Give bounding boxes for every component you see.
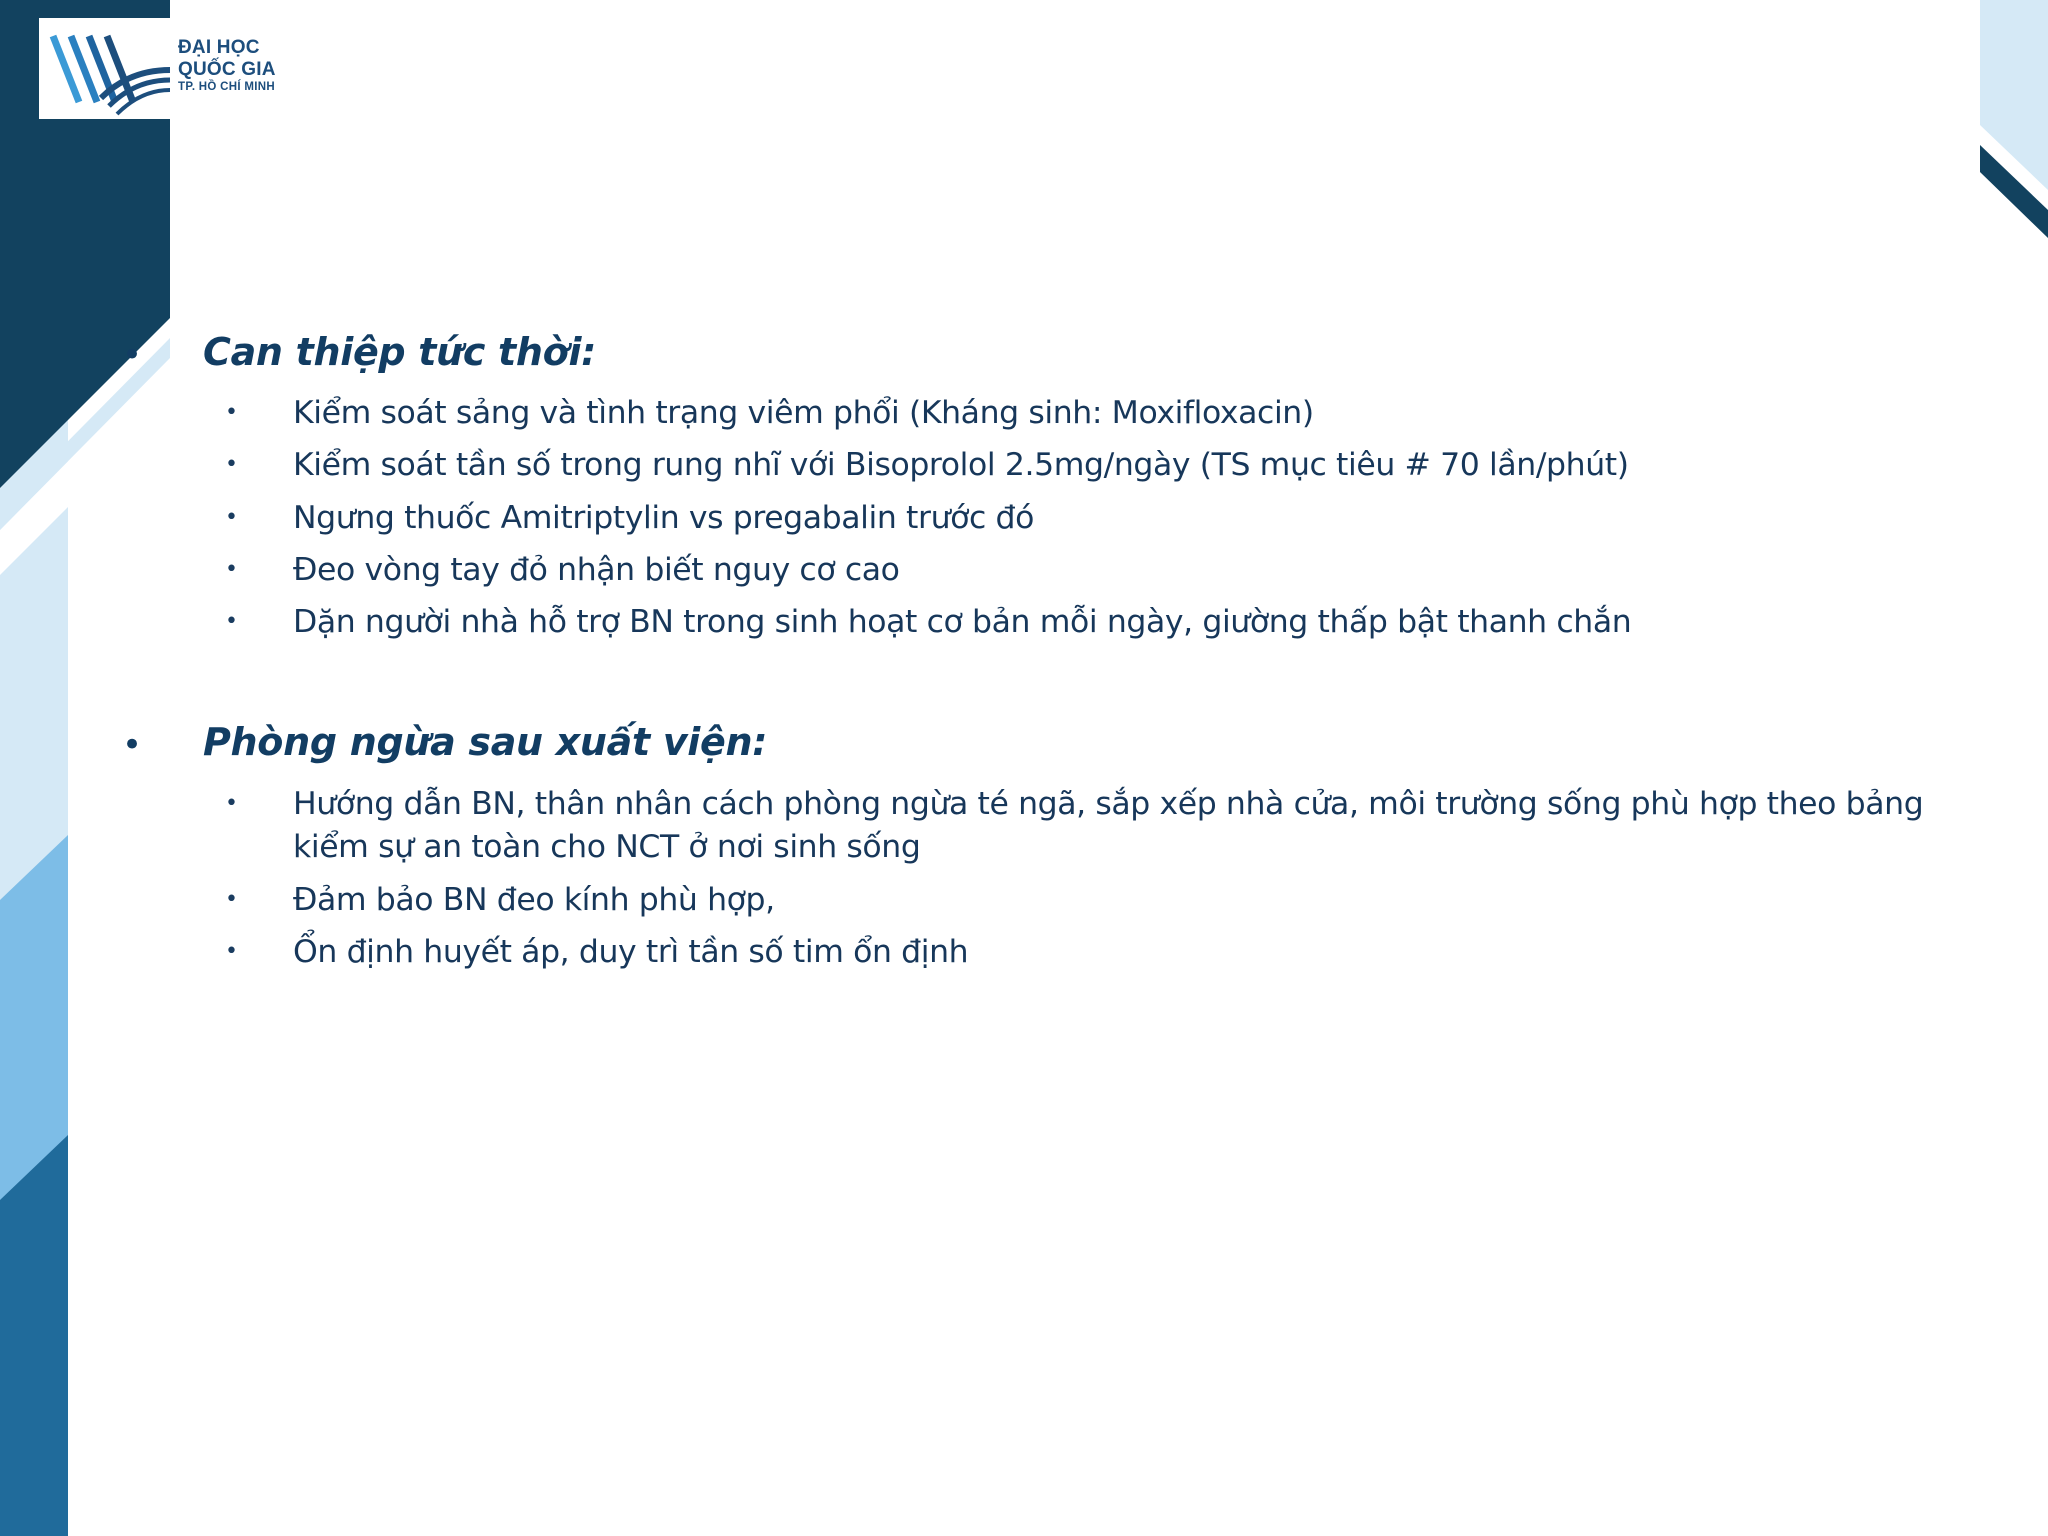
section-bullet: • (122, 725, 143, 765)
section-heading-post-discharge-prevention: Phòng ngừa sau xuất viện: (203, 720, 768, 764)
list-item-text: Ổn định huyết áp, duy trì tần số tim ổn định (293, 934, 969, 970)
item-bullet: • (225, 400, 238, 425)
list-item-text: Hướng dẫn BN, thân nhân cách phòng ngừa té ngã, sắp xếp nhà cửa, môi trường sống phù hợp theo bảng kiểm sự an toàn cho NCT ở nơi sinh sống (293, 786, 1924, 865)
list-item-text: Dặn người nhà hỗ trợ BN trong sinh hoạt cơ bản mỗi ngày, giường thấp bật thanh chắn (293, 604, 1632, 640)
logo-line-3: TP. HỒ CHÍ MINH (178, 81, 275, 93)
item-bullet: • (225, 887, 238, 912)
list-item-text: Kiểm soát tần số trong rung nhĩ với Bisoprolol 2.5mg/ngày (TS mục tiêu # 70 lần/phút) (293, 447, 1629, 483)
item-bullet: • (225, 609, 238, 634)
list-item-text: Ngưng thuốc Amitriptylin vs pregabalin trước đó (293, 500, 1034, 536)
item-bullet: • (225, 791, 238, 816)
list-item-text: Kiểm soát sảng và tình trạng viêm phổi (Kháng sinh: Moxifloxacin) (293, 395, 1314, 431)
section-bullet: • (122, 335, 143, 375)
item-bullet: • (225, 505, 238, 530)
logo-line-1: ĐẠI HỌC (178, 37, 260, 58)
list-item-text: Đeo vòng tay đỏ nhận biết nguy cơ cao (293, 552, 900, 588)
section-heading-immediate-intervention: Can thiệp tức thời: (203, 330, 597, 374)
item-bullet: • (225, 452, 238, 477)
item-bullet: • (225, 939, 238, 964)
list-item-text: Đảm bảo BN đeo kính phù hợp, (293, 882, 775, 918)
item-bullet: • (225, 557, 238, 582)
logo-line-2: QUỐC GIA (178, 59, 276, 80)
